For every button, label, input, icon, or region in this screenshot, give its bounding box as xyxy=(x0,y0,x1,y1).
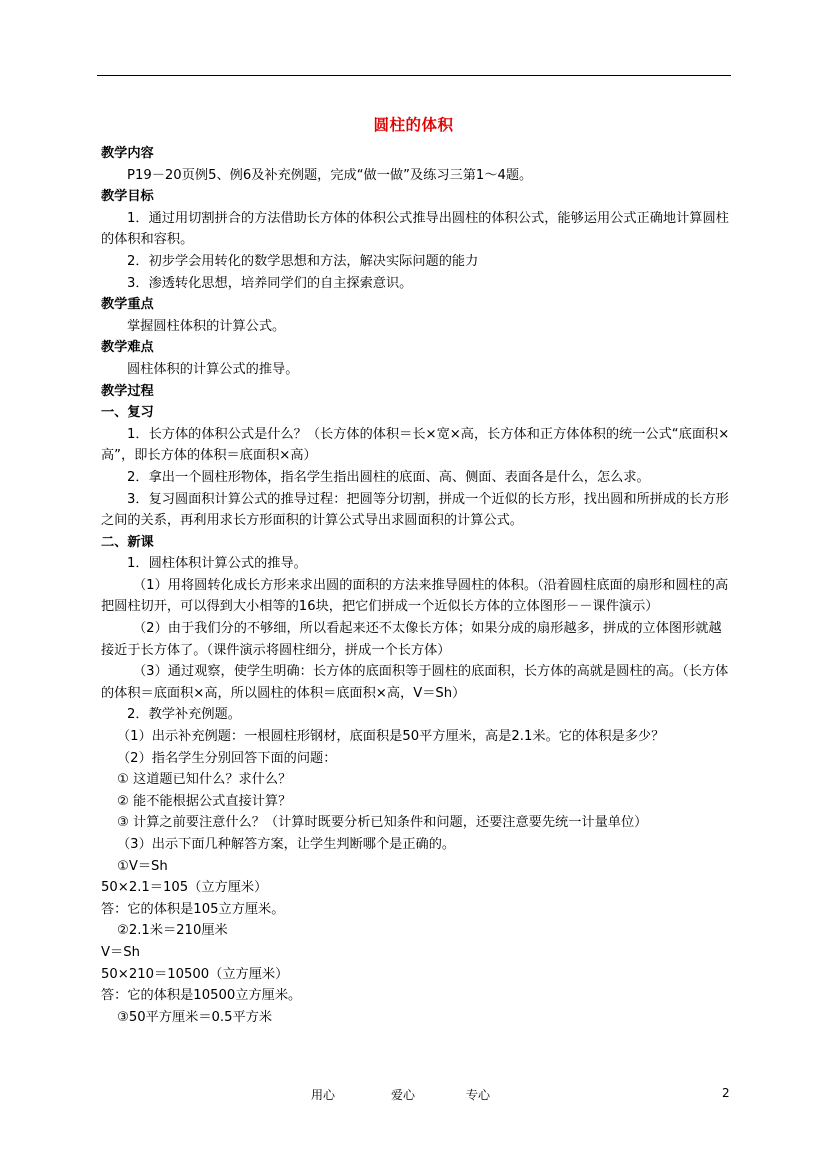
review-item: 3．复习圆面积计算公式的推导过程：把圆等分切割，拼成一个近似的长方形，找出圆和所拼成的长方形之间的关系，再利用求长方形面积的计算公式导出求圆面积的计算公式。 xyxy=(101,491,729,529)
heading-review: 一、复习 xyxy=(101,405,154,421)
content-text: P19－20页例5、例6及补充例题，完成“做一做”及练习三第1～4题。 xyxy=(127,167,533,183)
lesson-paragraph: （1）出示补充例题：一根圆柱形钢材，底面积是50平方厘米，高是2.1米。它的体积是多少？ xyxy=(117,729,665,745)
heading-process: 教学过程 xyxy=(101,383,154,399)
lesson-paragraph: （1）用将圆转化成长方形来求出圆的面积的方法来推导圆柱的体积。（沿着圆柱底面的扇形和圆柱的高把圆柱切开，可以得到大小相等的16块，把它们拼成一个近似长方体的立体图形－－课件演示） xyxy=(101,577,729,615)
header-rule xyxy=(97,75,731,76)
heading-goals: 教学目标 xyxy=(101,189,154,205)
question-item: ③ 计算之前要注意什么？（计算时既要分析已知条件和问题，还要注意要先统一计量单位） xyxy=(117,815,648,831)
goal-item: 1．通过用切割拼合的方法借助长方体的体积公式推导出圆柱的体积公式，能够运用公式正确地计算圆柱的体积和容积。 xyxy=(101,210,729,248)
lesson-paragraph: （3）通过观察，使学生明确：长方体的底面积等于圆柱的底面积，长方体的高就是圆柱的高。（长方体的体积＝底面积×高，所以圆柱的体积＝底面积×高，V＝Sh） xyxy=(101,664,729,701)
solution-line: 答：它的体积是10500立方厘米。 xyxy=(101,988,302,1004)
lesson-paragraph: （2）指名学生分别回答下面的问题： xyxy=(117,750,337,766)
document-title: 圆柱的体积 xyxy=(373,116,454,134)
heading-key-points: 教学重点 xyxy=(101,297,154,313)
footer-word: 用心 xyxy=(311,1088,336,1102)
goal-item: 3．渗透转化思想，培养同学们的自主探索意识。 xyxy=(127,275,413,291)
document-body xyxy=(101,143,731,1028)
lesson-paragraph: 2．教学补充例题。 xyxy=(127,707,241,723)
lesson-paragraph: （2）由于我们分的不够细，所以看起来还不太像长方体；如果分成的扇形越多，拼成的立体图形就越接近于长方体了。（课件演示将圆柱细分，拼成一个长方体） xyxy=(101,621,722,658)
solution-line: ②2.1米＝210厘米 xyxy=(117,923,228,939)
heading-new-lesson: 二、新课 xyxy=(101,534,154,550)
solution-line: ①V＝Sh xyxy=(117,858,168,874)
solution-line: V＝Sh xyxy=(101,944,140,960)
review-item: 2．拿出一个圆柱形物体，指名学生指出圆柱的底面、高、侧面、表面各是什么，怎么求。 xyxy=(127,469,650,485)
footer-word: 爱心 xyxy=(391,1088,416,1102)
lesson-paragraph: 1．圆柱体积计算公式的推导。 xyxy=(127,556,307,572)
review-item: 1．长方体的体积公式是什么？（长方体的体积＝长×宽×高，长方体和正方体体积的统一公式“底面积×高”，即长方体的体积＝底面积×高） xyxy=(101,426,730,464)
solution-line: 50×210＝10500（立方厘米） xyxy=(101,966,289,982)
question-item: ① 这道题已知什么？求什么？ xyxy=(117,772,292,788)
heading-difficulties: 教学难点 xyxy=(101,340,154,356)
key-points-text: 掌握圆柱体积的计算公式。 xyxy=(127,318,286,334)
lesson-paragraph: （3）出示下面几种解答方案，让学生判断哪个是正确的。 xyxy=(117,837,456,852)
footer-word: 专心 xyxy=(466,1088,491,1102)
question-item: ② 能不能根据公式直接计算？ xyxy=(117,793,292,809)
solution-line: ③50平方厘米＝0.5平方米 xyxy=(117,1009,273,1025)
solution-line: 答：它的体积是105立方厘米。 xyxy=(101,901,285,917)
solution-line: 50×2.1＝105（立方厘米） xyxy=(101,880,268,896)
difficulties-text: 圆柱体积的计算公式的推导。 xyxy=(127,361,299,377)
heading-content: 教学内容 xyxy=(101,146,154,161)
goal-item: 2．初步学会用转化的数学思想和方法，解决实际问题的能力 xyxy=(127,253,479,269)
page-number: 2 xyxy=(722,1086,730,1100)
